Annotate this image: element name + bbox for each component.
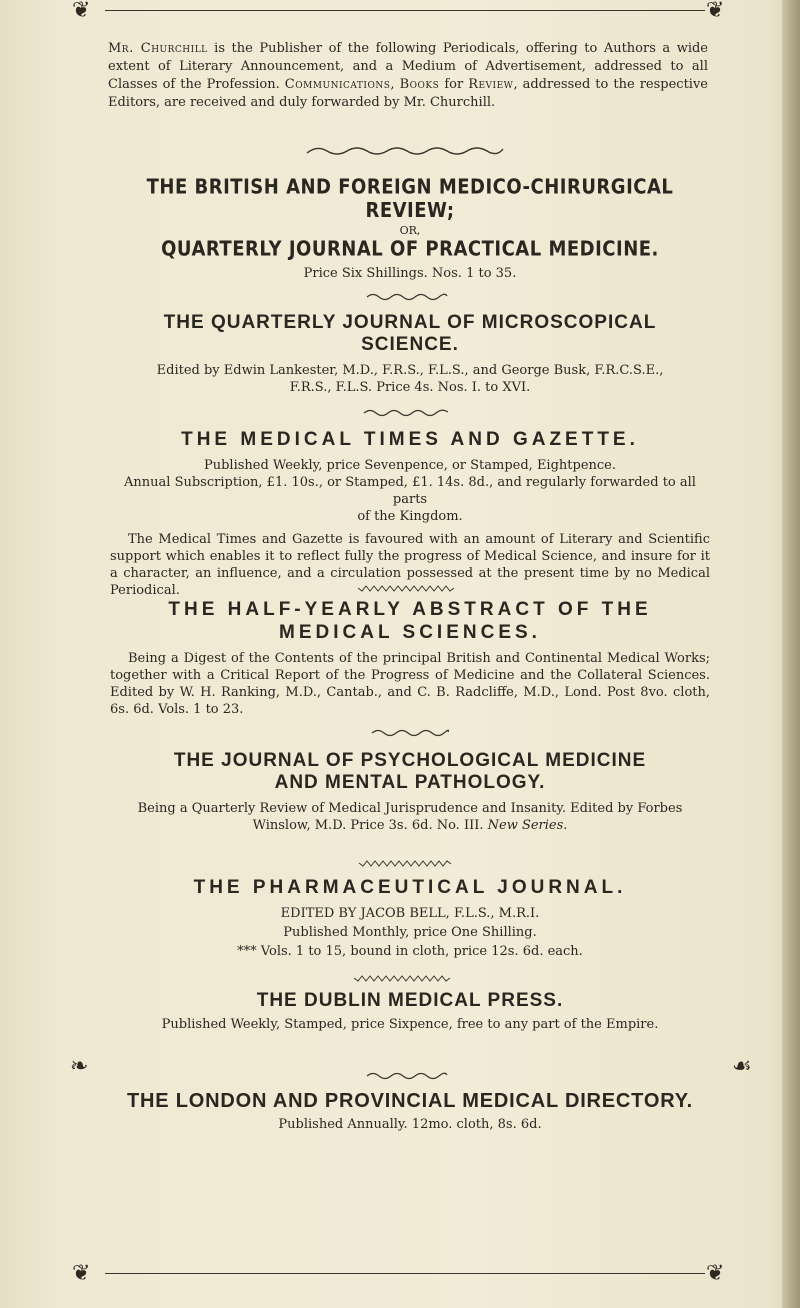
flourish-divider bbox=[370, 727, 450, 739]
flourish-divider bbox=[357, 858, 453, 870]
periodical-title: THE QUARTERLY JOURNAL OF MICROSCOPICAL bbox=[163, 312, 657, 333]
periodical-title: THE DUBLIN MEDICAL PRESS. bbox=[256, 990, 564, 1011]
flourish-divider bbox=[365, 1070, 449, 1082]
description-paragraph: Being a Digest of the Contents of the principal British and Continental Medical Works; together with a Critical Report of the Progress of Medicine and the Collateral Sciences. Edited by W. H. Ranking, M.D., Cantab., and C. B. Radcliffe, M.D., Lond. Post 8vo. cloth, 6s. 6d. Vols. 1 to 23. bbox=[110, 651, 710, 717]
page-edge-shadow bbox=[782, 0, 800, 1308]
side-ornament-icon: ❧ bbox=[70, 1054, 89, 1079]
corner-ornament-icon: ❦ bbox=[706, 0, 725, 23]
periodical-medico-chirurgical-review: THE BRITISH AND FOREIGN MEDICO-CHIRURGICAL REVIEW; OR, QUARTERLY JOURNAL OF PRACTICAL MEDICINE. Price Six Shillings. Nos. 1 to 35. bbox=[110, 178, 710, 282]
periodical-medical-times: THE MEDICAL TIMES AND GAZETTE. Published Weekly, price Sevenpence, or Stamped, Eightpence. Annual Subscription, £1. 10s., or Stamped, £1. 14s. 8d., and regularly forwarded to all parts of the Kingdom. The Medical Times and Gazette is favoured with an amount of Literary and Scientific support which enables it to reflect fully the progress of Medical Science, and insure for it a character, an influence, and a circulation possessed at the present time by no Medical Periodical. bbox=[110, 429, 710, 598]
periodical-microscopical-science: THE QUARTERLY JOURNAL OF MICROSCOPICAL SCIENCE. Edited by Edwin Lankester, M.D., F.R.S., F.L.S., and George Busk, F.R.C.S.E., F.R.S., F.L.S. Price 4s. Nos. I. to XVI. bbox=[110, 312, 710, 396]
flourish-divider bbox=[356, 583, 456, 595]
periodical-psychological-medicine: THE JOURNAL OF PSYCHOLOGICAL MEDICINE AND MENTAL PATHOLOGY. Being a Quarterly Review of Medical Jurisprudence and Insanity. Edited by Forbes Winslow, M.D. Price 3s. 6d. No. III. New Series. bbox=[110, 750, 710, 834]
periodical-title: THE LONDON AND PROVINCIAL MEDICAL DIRECTORY. bbox=[127, 1090, 693, 1112]
periodical-pharmaceutical-journal: THE PHARMACEUTICAL JOURNAL. EDITED BY JACOB BELL, F.L.S., M.R.I. Published Monthly, price One Shilling. *** Vols. 1 to 15, bound in cloth, price 12s. 6d. each. bbox=[110, 876, 710, 960]
corner-ornament-icon: ❦ bbox=[72, 1261, 91, 1286]
side-ornament-icon: ☙ bbox=[732, 1054, 752, 1079]
description-paragraph: The Medical Times and Gazette is favoured with an amount of Literary and Scientific support which enables it to reflect fully the progress of Medical Science, and insure for it a character, an influence, and a circulation possessed at the present time by no Medical Periodical. bbox=[110, 532, 710, 598]
periodical-title: THE HALF-YEARLY ABSTRACT OF THE bbox=[168, 599, 652, 620]
flourish-divider bbox=[365, 291, 449, 303]
flourish-divider bbox=[305, 143, 505, 155]
top-rule bbox=[105, 10, 705, 11]
publisher-notice: Mr. Churchill is the Publisher of the following Periodicals, offering to Authors a wide extent of Literary Announcement, and a Medium of Advertisement, addressed to all Classes of the Profession. Communications, Books for Review, addressed to the respective Editors, are received and duly forwarded by Mr. Churchill. bbox=[108, 41, 708, 110]
periodical-half-yearly-abstract: THE HALF-YEARLY ABSTRACT OF THE MEDICAL SCIENCES. Being a Digest of the Contents of the principal British and Continental Medical Works; together with a Critical Report of the Progress of Medicine and the Collateral Sciences. Edited by W. H. Ranking, M.D., Cantab., and C. B. Radcliffe, M.D., Lond. Post 8vo. cloth, 6s. 6d. Vols. 1 to 23. bbox=[110, 599, 710, 717]
periodical-price: Price Six Shillings. Nos. 1 to 35. bbox=[303, 266, 517, 281]
periodical-title: THE MEDICAL TIMES AND GAZETTE. bbox=[181, 429, 639, 450]
periodical-title: THE JOURNAL OF PSYCHOLOGICAL MEDICINE bbox=[173, 750, 647, 771]
periodical-subtitle: QUARTERLY JOURNAL OF PRACTICAL MEDICINE. bbox=[161, 237, 659, 262]
periodical-medical-directory: THE LONDON AND PROVINCIAL MEDICAL DIRECTORY. Published Annually. 12mo. cloth, 8s. 6d. bbox=[100, 1090, 720, 1133]
flourish-divider bbox=[362, 407, 452, 419]
periodical-dublin-medical-press: THE DUBLIN MEDICAL PRESS. Published Weekly, Stamped, price Sixpence, free to any part of the Empire. bbox=[110, 990, 710, 1033]
bottom-rule bbox=[105, 1273, 705, 1274]
flourish-divider bbox=[352, 973, 452, 985]
publisher-name: Mr. Churchill bbox=[108, 41, 208, 56]
periodical-title: THE BRITISH AND FOREIGN MEDICO-CHIRURGICAL REVIEW; bbox=[146, 175, 674, 223]
corner-ornament-icon: ❦ bbox=[72, 0, 91, 23]
periodical-title: THE PHARMACEUTICAL JOURNAL. bbox=[193, 877, 627, 898]
corner-ornament-icon: ❦ bbox=[706, 1261, 725, 1286]
